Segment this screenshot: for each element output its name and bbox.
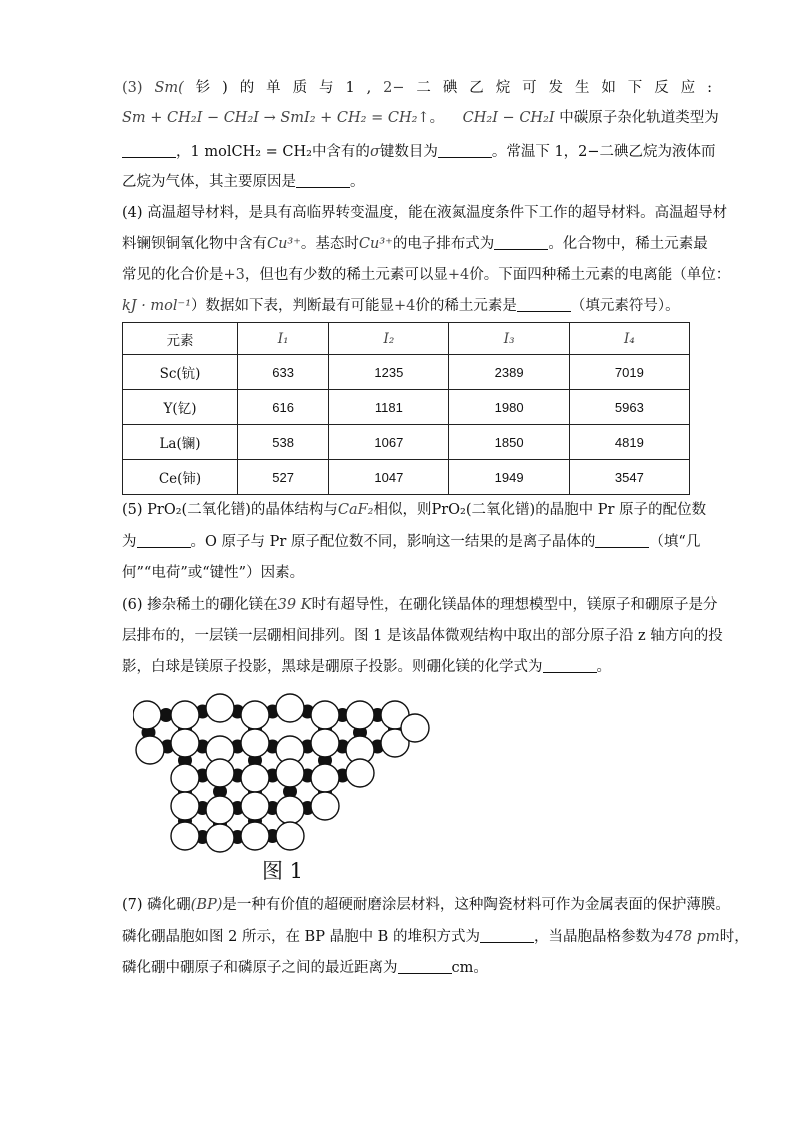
- q4-line-4: kJ · mol⁻¹）数据如下表，判断最有可能显+4价的稀土元素是 （填元素符号）。: [122, 298, 680, 314]
- magnesium-atom: [276, 796, 304, 824]
- value-cell: 1949: [449, 460, 569, 495]
- q7-line-2: 磷化硼晶胞如图 2 所示，在 BP 晶胞中 B 的堆积方式为 ，当晶胞晶格参数为478 pm时，: [122, 929, 749, 945]
- figure-caption: 图 1: [262, 859, 304, 883]
- value-cell: 616: [238, 390, 329, 425]
- magnesium-atom: [171, 822, 199, 850]
- answer-blank[interactable]: [398, 959, 452, 974]
- magnesium-atom: [171, 729, 199, 757]
- value-cell: 1980: [449, 390, 569, 425]
- magnesium-atom: [171, 764, 199, 792]
- table-header: I₃: [449, 323, 569, 355]
- q3-line-2: Sm + CH₂I − CH₂I → SmI₂ + CH₂ = CH₂↑。 CH₂I − CH₂I 中碳原子杂化轨道类型为: [122, 110, 719, 126]
- answer-blank[interactable]: [494, 235, 548, 250]
- q6-line-1: (6) 掺杂稀土的硼化镁在39 K时有超导性，在硼化镁晶体的理想模型中，镁原子和硼原子是分: [122, 597, 718, 613]
- q3-line-3: ，1 molCH₂ = CH₂中含有的σ键数目为 。常温下 1，2−二碘乙烷为液体而: [122, 142, 712, 162]
- element-cell: Sc(钪): [123, 355, 238, 390]
- magnesium-atom: [276, 694, 304, 722]
- answer-blank[interactable]: [122, 143, 176, 158]
- value-cell: 1047: [329, 460, 449, 495]
- q4-line-1: (4) 高温超导材料，是具有高临界转变温度，能在液氮温度条件下工作的超导材料。高温超导材: [122, 205, 728, 221]
- q4-line-3: 常见的化合价是+3，但也有少数的稀土元素可以显+4价。下面四种稀土元素的电离能（单位：: [122, 267, 731, 283]
- value-cell: 4819: [569, 425, 689, 460]
- table-row: [123, 460, 690, 495]
- answer-blank[interactable]: [480, 928, 534, 943]
- magnesium-atom: [171, 701, 199, 729]
- q3-number: (3): [122, 80, 143, 96]
- element-cell: Y(钇): [123, 390, 238, 425]
- magnesium-atom: [206, 796, 234, 824]
- magnesium-atom: [241, 729, 269, 757]
- magnesium-atom: [171, 792, 199, 820]
- value-cell: 538: [238, 425, 329, 460]
- q6-line-3: 影，白球是镁原子投影，黑球是硼原子投影。则硼化镁的化学式为 。: [122, 659, 611, 675]
- q5-line-3: 何”“电荷”或“键性”）因素。: [122, 565, 305, 581]
- value-cell: 633: [238, 355, 329, 390]
- answer-blank[interactable]: [137, 533, 191, 548]
- magnesium-atom: [311, 701, 339, 729]
- magnesium-atom: [136, 736, 164, 764]
- mgb2-projection-figure: [133, 688, 433, 878]
- magnesium-atom: [241, 792, 269, 820]
- ionization-energy-table: [122, 322, 690, 495]
- magnesium-atom: [133, 701, 161, 729]
- value-cell: 5963: [569, 390, 689, 425]
- value-cell: 3547: [569, 460, 689, 495]
- q4-line-2: 料镧钡铜氧化物中含有Cu³⁺。基态时Cu³⁺的电子排布式为 。化合物中，稀土元素最: [122, 236, 708, 252]
- magnesium-atom: [206, 694, 234, 722]
- table-header: I₂: [329, 323, 449, 355]
- magnesium-atom: [241, 701, 269, 729]
- q5-line-1: (5) PrO₂(二氧化镨)的晶体结构与CaF₂相似，则PrO₂(二氧化镨)的晶胞中 Pr 原子的配位数: [122, 502, 707, 518]
- magnesium-atom: [206, 824, 234, 852]
- q3-line-1: (3) Sm( 钐 ) 的 单 质 与 1 , 2− 二 碘 乙 烷 可 发 生 如 下 反 应 :: [122, 80, 712, 96]
- value-cell: 1181: [329, 390, 449, 425]
- reaction-equation: Sm + CH₂I − CH₂I → SmI₂ + CH₂ = CH₂↑: [122, 110, 430, 126]
- value-cell: 2389: [449, 355, 569, 390]
- magnesium-atom: [346, 759, 374, 787]
- magnesium-atom: [206, 759, 234, 787]
- magnesium-atom: [276, 822, 304, 850]
- q5-line-2: 为 。O 原子与 Pr 原子配位数不同，影响这一结果的是离子晶体的 （填“几: [122, 534, 701, 550]
- element-cell: Ce(铈): [123, 460, 238, 495]
- table-header: 元素: [123, 323, 238, 355]
- answer-blank[interactable]: [438, 143, 492, 158]
- magnesium-atom: [311, 764, 339, 792]
- value-cell: 7019: [569, 355, 689, 390]
- element-cell: La(镧): [123, 425, 238, 460]
- value-cell: 1235: [329, 355, 449, 390]
- q3-line-4: 乙烷为气体，其主要原因是 。: [122, 174, 365, 190]
- q6-line-2: 层排布的，一层镁一层硼相间排列。图 1 是该晶体微观结构中取出的部分原子沿 z 轴方向的投: [122, 628, 723, 644]
- table-header-row: [123, 323, 690, 355]
- magnesium-atom: [311, 729, 339, 757]
- answer-blank[interactable]: [517, 297, 571, 312]
- magnesium-atom: [276, 759, 304, 787]
- answer-blank[interactable]: [296, 173, 350, 188]
- magnesium-atom: [401, 714, 429, 742]
- value-cell: 527: [238, 460, 329, 495]
- value-cell: 1850: [449, 425, 569, 460]
- magnesium-atom: [311, 792, 339, 820]
- answer-blank[interactable]: [543, 658, 597, 673]
- table-row: [123, 390, 690, 425]
- q7-line-3: 磷化硼中硼原子和磷原子之间的最近距离为 cm。: [122, 960, 488, 976]
- answer-blank[interactable]: [595, 533, 649, 548]
- q7-line-1: (7) 磷化硼(BP)是一种有价值的超硬耐磨涂层材料，这种陶瓷材料可作为金属表面的保护薄膜。: [122, 897, 730, 913]
- magnesium-atom: [241, 822, 269, 850]
- magnesium-atom: [346, 701, 374, 729]
- table-header: I₄: [569, 323, 689, 355]
- table-header: I₁: [238, 323, 329, 355]
- value-cell: 1067: [329, 425, 449, 460]
- table-row: [123, 425, 690, 460]
- table-row: [123, 355, 690, 390]
- magnesium-atom: [241, 764, 269, 792]
